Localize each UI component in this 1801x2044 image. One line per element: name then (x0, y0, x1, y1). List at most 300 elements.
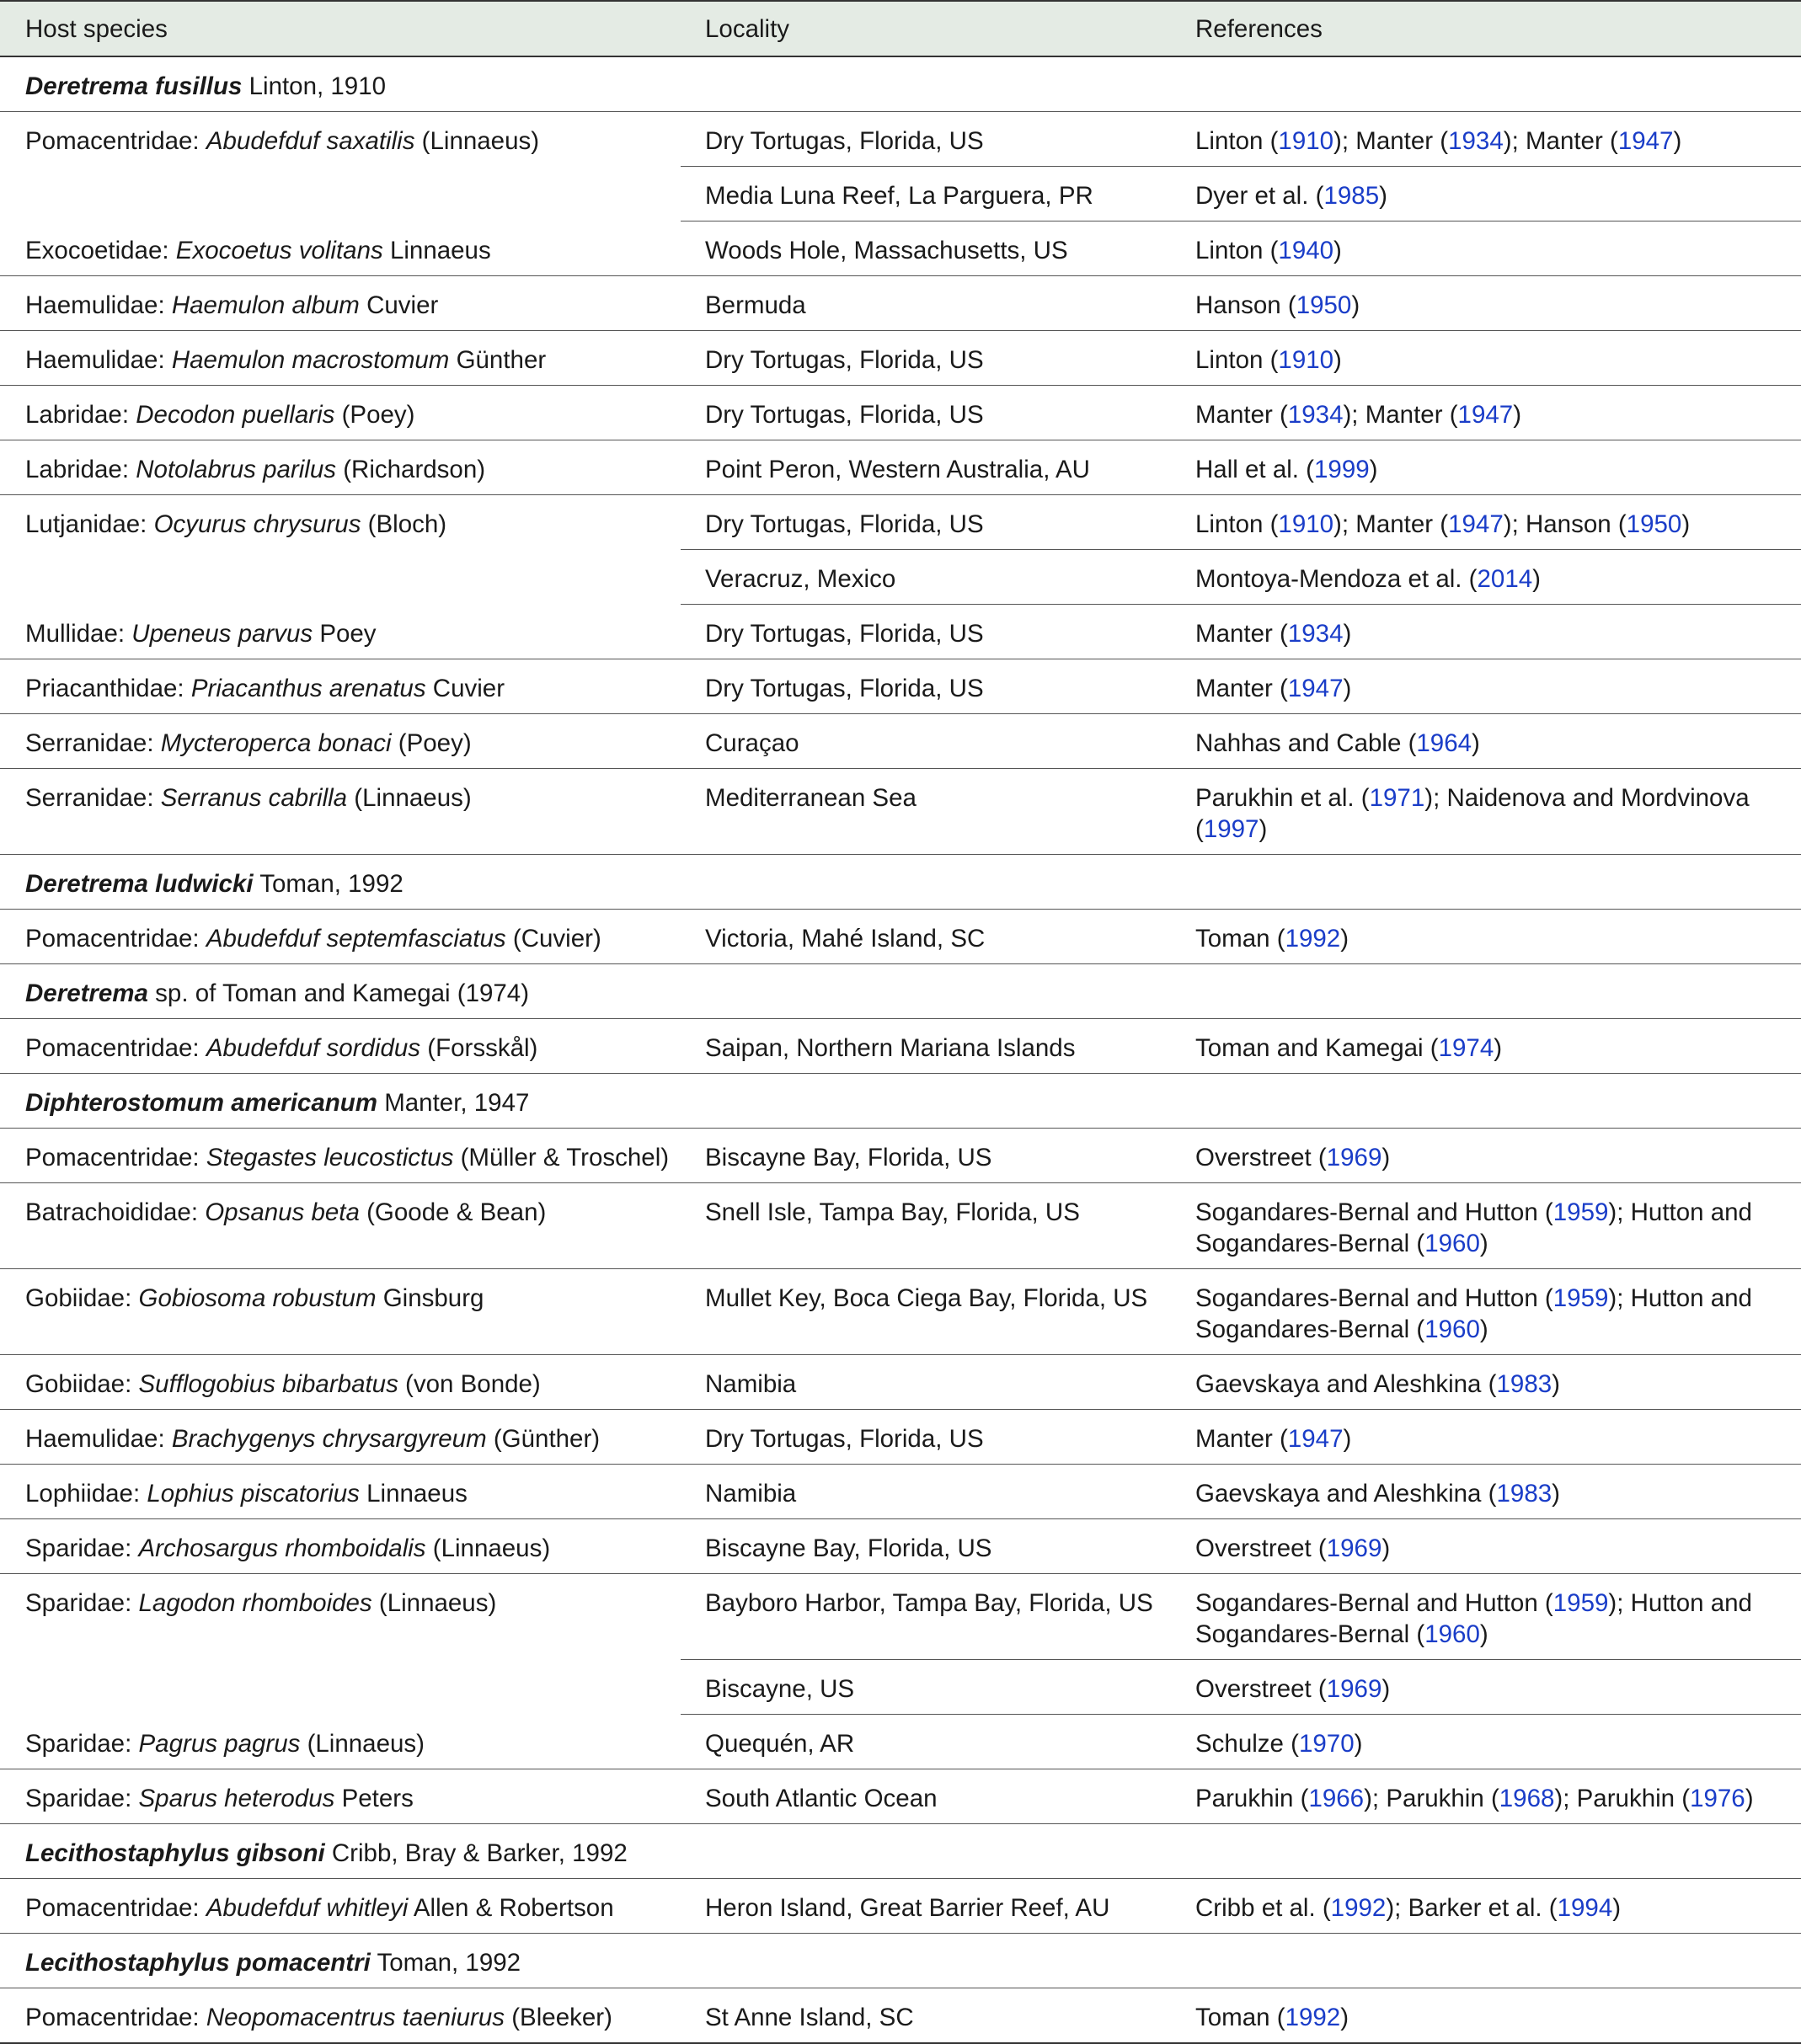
reference-punct: ) (1343, 620, 1352, 648)
references-cell (1171, 1660, 1801, 1715)
host-species-cell: Pomacentridae: Abudefduf septemfasciatus (Cuvier) (0, 910, 681, 964)
host-species-cell: Sparidae: Lagodon rhomboides (Linnaeus) (25, 1589, 497, 1617)
reference-year-link[interactable]: 1971 (1369, 784, 1425, 812)
reference-year-link[interactable]: 1950 (1626, 510, 1682, 538)
host-binomial: Decodon puellaris (136, 401, 335, 429)
host-family: Pomacentridae (25, 1894, 193, 1922)
host-species-cell: Labridae: Decodon puellaris (Poey) (0, 386, 681, 440)
reference-year-link[interactable]: 1947 (1457, 401, 1514, 429)
host-binomial: Neopomacentrus taeniurus (206, 2004, 505, 2031)
host-species-cell: Priacanthidae: Priacanthus arenatus Cuvier (0, 659, 681, 714)
table-row (0, 714, 1801, 769)
host-species-cell: Batrachoididae: Opsanus beta (Goode & Bean) (0, 1183, 681, 1269)
locality-cell: Mullet Key, Boca Ciega Bay, Florida, US (681, 1269, 1171, 1355)
reference-year-link[interactable]: 1947 (1287, 675, 1344, 702)
species-name: Diphterostomum americanum (25, 1089, 377, 1117)
references-cell (1171, 1410, 1801, 1465)
reference-year-link[interactable]: 1983 (1496, 1480, 1552, 1508)
references-cell (1171, 1183, 1801, 1269)
host-species-cell: Serranidae: Mycteroperca bonaci (Poey) (0, 714, 681, 769)
host-family: Lophiidae (25, 1480, 133, 1508)
table-row (0, 1269, 1801, 1355)
species-row (0, 1824, 1801, 1879)
references-cell (1171, 1129, 1801, 1183)
reference-punct: ) (1479, 1316, 1488, 1343)
references-header: References (1171, 1, 1801, 56)
reference-author: Manter ( (1195, 675, 1288, 702)
reference-year-link[interactable]: 1974 (1438, 1034, 1494, 1062)
reference-year-link[interactable]: 1934 (1448, 127, 1504, 155)
reference-year-link[interactable]: 1910 (1278, 510, 1334, 538)
reference-punct: ) (1472, 729, 1480, 757)
locality-cell: Victoria, Mahé Island, SC (681, 910, 1171, 964)
host-species-cell: Exocoetidae: Exocoetus volitans Linnaeus (0, 221, 681, 276)
table-row (0, 331, 1801, 386)
host-authority: (Bloch) (367, 510, 447, 538)
host-family: Haemulidae (25, 346, 158, 374)
locality-cell: Biscayne, US (681, 1660, 1171, 1715)
host-authority: (Bleeker) (511, 2004, 612, 2031)
host-binomial: Abudefduf whitleyi (206, 1894, 409, 1922)
species-name-cell (0, 56, 1801, 112)
reference-punct: ) (1381, 1534, 1391, 1562)
locality-cell: Curaçao (681, 714, 1171, 769)
host-family: Haemulidae (25, 1425, 158, 1453)
table-row (0, 1019, 1801, 1074)
table-row (0, 276, 1801, 331)
reference-author: Linton ( (1195, 237, 1279, 264)
reference-author: Gaevskaya and Aleshkina ( (1195, 1480, 1497, 1508)
reference-year-link[interactable]: 1970 (1298, 1730, 1355, 1758)
reference-year-link[interactable]: 1950 (1296, 291, 1352, 319)
reference-punct: ) (1379, 182, 1387, 210)
host-family: Batrachoididae (25, 1198, 191, 1226)
species-row (0, 1074, 1801, 1129)
locality-cell: Biscayne Bay, Florida, US (681, 1129, 1171, 1183)
reference-punct: ) (1343, 1425, 1352, 1453)
reference-year-link[interactable]: 1934 (1287, 401, 1344, 429)
host-family: Pomacentridae (25, 127, 193, 155)
species-name-cell (0, 1074, 1801, 1129)
table-row (0, 1715, 1801, 1769)
reference-author: Overstreet ( (1195, 1534, 1327, 1562)
reference-punct: ) (1552, 1480, 1560, 1508)
species-authority: Toman, 1992 (377, 1949, 521, 1977)
references-cell (1171, 112, 1801, 167)
reference-author: Linton ( (1195, 346, 1279, 374)
host-species-cell: Sparidae: Pagrus pagrus (Linnaeus) (0, 1715, 681, 1769)
reference-year-link[interactable]: 1968 (1499, 1785, 1555, 1812)
species-row (0, 1934, 1801, 1988)
reference-punct: ) (1343, 675, 1352, 702)
locality-cell: Dry Tortugas, Florida, US (681, 495, 1171, 550)
species-name: Lecithostaphylus gibsoni (25, 1839, 325, 1867)
reference-year-link[interactable]: 1959 (1552, 1284, 1609, 1312)
references-cell (1171, 1879, 1801, 1934)
reference-punct: ) (1340, 925, 1349, 953)
locality-header: Locality (681, 1, 1171, 56)
reference-author: Sogandares-Bernal and Hutton ( (1195, 1589, 1553, 1617)
reference-year-link[interactable]: 1985 (1323, 182, 1380, 210)
species-name: Deretrema ludwicki (25, 870, 254, 898)
host-family: Priacanthidae (25, 675, 178, 702)
reference-punct: ) (1340, 2004, 1349, 2031)
locality-cell: South Atlantic Ocean (681, 1769, 1171, 1824)
reference-year-link[interactable]: 2014 (1477, 565, 1533, 593)
host-authority: (Goode & Bean) (366, 1198, 547, 1226)
host-species-cell: Mullidae: Upeneus parvus Poey (0, 605, 681, 659)
references-cell (1171, 386, 1801, 440)
references-cell (1171, 1019, 1801, 1074)
host-authority: Günther (456, 346, 547, 374)
references-cell (1171, 1465, 1801, 1519)
table-row (0, 1988, 1801, 2044)
host-authority: (Poey) (341, 401, 415, 429)
host-binomial: Abudefduf septemfasciatus (206, 925, 506, 953)
reference-author: Gaevskaya and Aleshkina ( (1195, 1370, 1497, 1398)
host-binomial: Opsanus beta (205, 1198, 360, 1226)
host-binomial: Abudefduf saxatilis (206, 127, 415, 155)
host-species-cell: Serranidae: Serranus cabrilla (Linnaeus) (0, 769, 681, 855)
reference-punct: ); (1333, 510, 1356, 538)
locality-cell: Heron Island, Great Barrier Reef, AU (681, 1879, 1171, 1934)
reference-author: Naidenova and Mordvinova ( (1195, 784, 1750, 843)
reference-author: Schulze ( (1195, 1730, 1299, 1758)
host-species-cell: Haemulidae: Brachygenys chrysargyreum (Günther) (0, 1410, 681, 1465)
reference-punct: ) (1333, 237, 1342, 264)
references-cell (1171, 1355, 1801, 1410)
host-binomial: Sufflogobius bibarbatus (138, 1370, 398, 1398)
host-authority: (Günther) (493, 1425, 601, 1453)
header-row (0, 1, 1801, 56)
reference-year-link[interactable]: 1969 (1326, 1144, 1382, 1171)
table-row (0, 112, 1801, 167)
host-family: Sparidae (25, 1729, 126, 1758)
reference-author: Linton ( (1195, 127, 1279, 155)
references-cell (1171, 550, 1801, 605)
reference-author: Manter ( (1195, 1425, 1288, 1453)
reference-punct: ); (1554, 1785, 1577, 1812)
reference-punct: ); (1608, 1589, 1631, 1617)
reference-author: Hanson ( (1525, 510, 1627, 538)
reference-punct: ) (1479, 1620, 1488, 1648)
locality-cell: St Anne Island, SC (681, 1988, 1171, 2044)
locality-cell: Saipan, Northern Mariana Islands (681, 1019, 1171, 1074)
reference-author: Parukhin ( (1195, 1785, 1309, 1812)
host-family: Labridae (25, 401, 122, 429)
species-name-cell (0, 964, 1801, 1019)
references-cell (1171, 440, 1801, 495)
reference-year-link[interactable]: 1934 (1287, 620, 1344, 648)
species-row (0, 855, 1801, 910)
host-family: Pomacentridae (25, 1144, 193, 1171)
species-authority: Toman, 1992 (259, 870, 403, 898)
reference-author: Hutton and Sogandares-Bernal ( (1195, 1198, 1752, 1257)
references-cell (1171, 276, 1801, 331)
host-species-cell: Lutjanidae: Ocyurus chrysurus (Bloch) (25, 510, 447, 538)
references-cell (1171, 1715, 1801, 1769)
references-cell (1171, 495, 1801, 550)
host-authority: Linnaeus (366, 1480, 468, 1508)
reference-year-link[interactable]: 1960 (1424, 1316, 1480, 1343)
host-species-cell: Haemulidae: Haemulon macrostomum Günther (0, 331, 681, 386)
host-authority: (Müller & Troschel) (460, 1144, 670, 1171)
locality-cell: Veracruz, Mexico (681, 550, 1171, 605)
table-row (0, 1410, 1801, 1465)
table-row (0, 1355, 1801, 1410)
reference-author: Hutton and Sogandares-Bernal ( (1195, 1589, 1752, 1648)
host-family: Pomacentridae (25, 2004, 193, 2031)
reference-author: Manter ( (1525, 127, 1618, 155)
table-row (0, 659, 1801, 714)
host-binomial: Exocoetus volitans (175, 236, 383, 264)
reference-punct: ) (1532, 565, 1541, 593)
host-binomial: Ocyurus chrysurus (153, 510, 361, 538)
host-authority: Cuvier (432, 675, 505, 702)
host-authority: Allen & Robertson (413, 1894, 614, 1922)
references-cell (1171, 1988, 1801, 2044)
reference-punct: ) (1681, 510, 1691, 538)
host-family: Gobiidae (25, 1284, 126, 1312)
table-row (0, 1519, 1801, 1574)
host-authority: Linnaeus (389, 236, 491, 264)
host-binomial: Priacanthus arenatus (190, 675, 426, 702)
host-authority: (Linnaeus) (307, 1729, 425, 1758)
host-family: Mullidae (25, 619, 118, 648)
reference-punct: ) (1259, 815, 1268, 843)
species-authority: Cribb, Bray & Barker, 1992 (331, 1839, 628, 1867)
table-row (0, 769, 1801, 855)
reference-author: Overstreet ( (1195, 1675, 1327, 1703)
references-cell (1171, 1269, 1801, 1355)
reference-author: Sogandares-Bernal and Hutton ( (1195, 1198, 1553, 1226)
host-binomial: Archosargus rhomboidalis (138, 1534, 426, 1562)
host-family: Sparidae (25, 1534, 126, 1562)
reference-punct: ); (1424, 784, 1447, 812)
reference-author: Toman and Kamegai ( (1195, 1034, 1439, 1062)
host-family: Lutjanidae (25, 510, 141, 538)
locality-cell: Dry Tortugas, Florida, US (681, 605, 1171, 659)
reference-year-link[interactable]: 1947 (1287, 1425, 1344, 1453)
host-authority: Ginsburg (382, 1284, 484, 1312)
table-row (0, 1879, 1801, 1934)
host-species-cell: Pomacentridae: Abudefduf sordidus (Forsskål) (0, 1019, 681, 1074)
host-species-cell: Gobiidae: Gobiosoma robustum Ginsburg (0, 1269, 681, 1355)
reference-punct: ); (1608, 1284, 1631, 1312)
reference-punct: ) (1745, 1785, 1754, 1812)
host-species-cell: Gobiidae: Sufflogobius bibarbatus (von Bonde) (0, 1355, 681, 1410)
host-authority: Peters (341, 1785, 414, 1812)
locality-cell: Bermuda (681, 276, 1171, 331)
reference-author: Manter ( (1195, 620, 1288, 648)
host-authority: Poey (319, 619, 377, 648)
reference-year-link[interactable]: 1969 (1326, 1675, 1382, 1703)
references-cell (1171, 1769, 1801, 1824)
host-authority: (Linnaeus) (432, 1534, 551, 1562)
reference-year-link[interactable]: 1997 (1203, 815, 1259, 843)
reference-author: Hanson ( (1195, 291, 1296, 319)
reference-author: Parukhin ( (1576, 1785, 1691, 1812)
reference-year-link[interactable]: 1960 (1424, 1620, 1480, 1648)
host-authority: (Linnaeus) (354, 784, 472, 812)
reference-author: Sogandares-Bernal and Hutton ( (1195, 1284, 1553, 1312)
reference-punct: ) (1552, 1370, 1560, 1398)
references-cell (1171, 769, 1801, 855)
table-row (0, 386, 1801, 440)
reference-year-link[interactable]: 1959 (1552, 1589, 1609, 1617)
reference-punct: ) (1673, 127, 1682, 155)
species-name: Deretrema fusillus (25, 72, 243, 100)
locality-cell: Point Peron, Western Australia, AU (681, 440, 1171, 495)
locality-cell: Snell Isle, Tampa Bay, Florida, US (681, 1183, 1171, 1269)
locality-cell: Quequén, AR (681, 1715, 1171, 1769)
references-cell (1171, 331, 1801, 386)
reference-year-link[interactable]: 1966 (1308, 1785, 1365, 1812)
locality-cell: Media Luna Reef, La Parguera, PR (681, 167, 1171, 221)
host-binomial: Pagrus pagrus (138, 1729, 301, 1758)
reference-punct: ); (1333, 127, 1356, 155)
references-cell (1171, 1519, 1801, 1574)
reference-author: Nahhas and Cable ( (1195, 729, 1417, 757)
species-row (0, 964, 1801, 1019)
species-name-cell (0, 1934, 1801, 1988)
locality-cell: Dry Tortugas, Florida, US (681, 386, 1171, 440)
species-name: Deretrema (25, 979, 148, 1007)
reference-author: Manter ( (1355, 510, 1449, 538)
reference-author: Parukhin ( (1386, 1785, 1499, 1812)
locality-cell: Mediterranean Sea (681, 769, 1171, 855)
species-name-cell (0, 855, 1801, 910)
species-authority: Linton, 1910 (249, 72, 387, 100)
host-binomial: Notolabrus parilus (136, 456, 336, 483)
locality-cell: Dry Tortugas, Florida, US (681, 331, 1171, 386)
table-row (0, 1574, 1801, 1660)
table-row (0, 1183, 1801, 1269)
host-family: Pomacentridae (25, 925, 193, 953)
host-family: Sparidae (25, 1589, 126, 1617)
host-binomial: Lophius piscatorius (147, 1480, 360, 1508)
host-authority: (Linnaeus) (378, 1589, 497, 1617)
host-binomial: Haemulon album (171, 291, 360, 319)
table-row (0, 1769, 1801, 1824)
species-authority: sp. of Toman and Kamegai (1974) (155, 979, 530, 1007)
reference-author: Hutton and Sogandares-Bernal ( (1195, 1284, 1752, 1343)
reference-author: Manter ( (1195, 401, 1288, 429)
reference-author: Montoya-Mendoza et al. ( (1195, 565, 1478, 593)
reference-punct: ); (1503, 127, 1526, 155)
reference-year-link[interactable]: 1959 (1552, 1198, 1609, 1226)
locality-cell: Dry Tortugas, Florida, US (681, 112, 1171, 167)
reference-author: Manter ( (1365, 401, 1458, 429)
reference-year-link[interactable]: 1983 (1496, 1370, 1552, 1398)
reference-year-link[interactable]: 1910 (1278, 127, 1334, 155)
host-authority: (Linnaeus) (421, 127, 540, 155)
host-binomial: Serranus cabrilla (160, 784, 348, 812)
reference-year-link[interactable]: 1992 (1330, 1894, 1387, 1922)
reference-punct: ) (1479, 1230, 1488, 1257)
host-species-cell: Pomacentridae: Neopomacentrus taeniurus (Bleeker) (0, 1988, 681, 2044)
reference-year-link[interactable]: 1976 (1690, 1785, 1745, 1812)
host-species-cell: Pomacentridae: Abudefduf saxatilis (Linnaeus) (25, 127, 540, 155)
locality-cell: Biscayne Bay, Florida, US (681, 1519, 1171, 1574)
reference-year-link[interactable]: 1992 (1285, 925, 1341, 953)
species-authority: Manter, 1947 (384, 1089, 530, 1117)
table-row (0, 440, 1801, 495)
reference-year-link[interactable]: 1947 (1617, 127, 1674, 155)
host-authority: (Richardson) (343, 456, 486, 483)
locality-cell: Namibia (681, 1465, 1171, 1519)
reference-punct: ); (1386, 1894, 1408, 1922)
reference-punct: ) (1333, 346, 1342, 374)
references-cell (1171, 910, 1801, 964)
reference-year-link[interactable]: 1992 (1285, 2004, 1341, 2031)
host-binomial: Stegastes leucostictus (206, 1144, 454, 1171)
table-row (0, 495, 1801, 550)
reference-author: Cribb et al. ( (1195, 1894, 1331, 1922)
table-row (0, 1129, 1801, 1183)
table-row (0, 605, 1801, 659)
host-family: Gobiidae (25, 1370, 126, 1398)
reference-punct: ) (1369, 456, 1378, 483)
host-species-cell: Sparidae: Sparus heterodus Peters (0, 1769, 681, 1824)
reference-year-link[interactable]: 1910 (1278, 346, 1334, 374)
host-family: Labridae (25, 456, 122, 483)
locality-cell: Dry Tortugas, Florida, US (681, 1410, 1171, 1465)
host-species-cell: Pomacentridae: Abudefduf whitleyi Allen & Robertson (0, 1879, 681, 1934)
host-family: Serranidae (25, 729, 147, 757)
locality-cell: Namibia (681, 1355, 1171, 1410)
locality-cell: Dry Tortugas, Florida, US (681, 659, 1171, 714)
host-binomial: Haemulon macrostomum (171, 346, 450, 374)
species-row (0, 56, 1801, 112)
host-binomial: Abudefduf sordidus (206, 1034, 421, 1062)
reference-year-link[interactable]: 1964 (1416, 729, 1472, 757)
references-cell (1171, 167, 1801, 221)
reference-year-link[interactable]: 1994 (1557, 1894, 1613, 1922)
host-authority: (Cuvier) (512, 925, 601, 953)
reference-author: Overstreet ( (1195, 1144, 1327, 1171)
reference-year-link[interactable]: 1947 (1448, 510, 1504, 538)
reference-year-link[interactable]: 1999 (1314, 456, 1370, 483)
references-cell (1171, 659, 1801, 714)
host-family: Haemulidae (25, 291, 158, 319)
host-family: Exocoetidae (25, 236, 163, 264)
reference-year-link[interactable]: 1940 (1278, 237, 1334, 264)
reference-punct: ) (1354, 1730, 1363, 1758)
reference-punct: ) (1381, 1675, 1391, 1703)
host-authority: (von Bonde) (405, 1370, 541, 1398)
host-family: Serranidae (25, 784, 147, 812)
table-row (0, 221, 1801, 276)
host-species-cell: Pomacentridae: Stegastes leucostictus (Müller & Troschel) (0, 1129, 681, 1183)
reference-author: Toman ( (1195, 925, 1285, 953)
references-cell (1171, 605, 1801, 659)
reference-year-link[interactable]: 1960 (1424, 1230, 1480, 1257)
reference-year-link[interactable]: 1969 (1326, 1534, 1382, 1562)
references-cell (1171, 221, 1801, 276)
reference-author: Linton ( (1195, 510, 1279, 538)
host-species-cell: Labridae: Notolabrus parilus (Richardson) (0, 440, 681, 495)
reference-punct: ) (1381, 1144, 1391, 1171)
reference-author: Parukhin et al. ( (1195, 784, 1370, 812)
reference-punct: ); (1343, 401, 1365, 429)
species-name-cell (0, 1824, 1801, 1879)
host-authority: (Forsskål) (427, 1034, 538, 1062)
host-binomial: Sparus heterodus (138, 1785, 335, 1812)
host-family: Sparidae (25, 1785, 126, 1812)
species-name: Lecithostaphylus pomacentri (25, 1949, 371, 1977)
reference-punct: ) (1494, 1034, 1503, 1062)
